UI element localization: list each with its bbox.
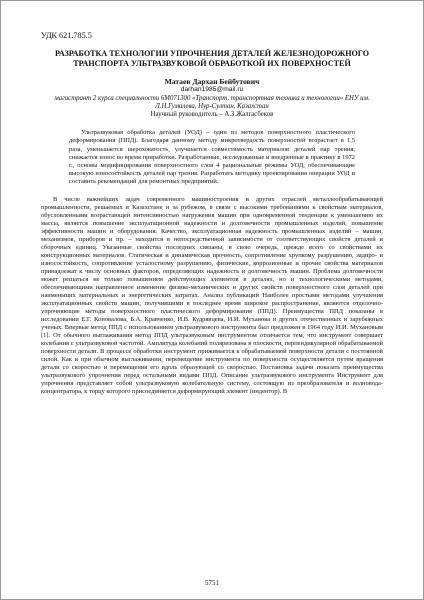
paper-title: РАЗРАБОТКА ТЕХНОЛОГИИ УПРОЧНЕНИЯ ДЕТАЛЕЙ ЖЕЛЕЗНОДОРОЖНОГО ТРАНСПОРТА УЛЬТРАЗВУКОВОЙ ОБРАБОТКОЙ ИХ ПОВЕРХНОСТЕЙ <box>54 49 370 68</box>
body-paragraph: В числе важнейших задач современного машиностроения и других отраслей металлообрабатывающей промышленности, решаемых в Казахстане и за рубежом, в связи с высокими требованиями к свойствам материалов, обусловленными возрастающей интенсивностью нагружения машин при одновременной тенденции к уменьшению их массы, является повышение эксплуатационной надежности и долговечности промышленных изделий, повышение эффективности машин и оборудования. Качество, эксплуатационная надежность промышленных изделий – машин, механизмов, приборов и пр. – находится в непосредственной зависимости от соответствующих свойств деталей и сборочных единиц. Указанные свойства последних связаны, в свою очередь, прежде всего со свойствами их конструкционных материалов. Статическая и динамическая прочность, сопротивление хрупкому разрушению, задиро- и износостойкость, сопротивление усталостному разрушению, физические, коррозионные и прочие свойства материалов принадлежат к числу основных факторов, определяющих надежность и долговечность машин. Проблема долговечности может решаться не только повышением действующих элементов в деталях, но и технологическими методами, обеспечивающими направленное изменение физико-механических и других свойств поверхностного слоя деталей при наименьших материальных и энергетических затратах. Анализ публикаций Наиболее простыми методами улучшения эксплуатационных свойств машин, получившими в последнее время широкое распространение, являются отделочно-упрочняющие методы поверхностного пластического деформирования (ППД). Преимущества ППД показаны в исследовании Е.Г. Коновалова, Б.А. Кравченко, И.В. Кудрявцева, И.И. Мухановa и других отечественных и зарубежных ученых. Впервые метод ППД с использованием ультразвукового инструмента был предложен в 1964 году И.И. Мухановым [1]. От обычного выглаживания метод ППД ультразвуковым инструментом отличается тем, что инструмент совершает колебания с ультразвуковой частотой. Амплитуда колебаний поляризована в плоскости, перпендикулярной обрабатываемой поверхности детали. В процессе обработки инструмент прижимается к обрабатываемой поверхности детали с постоянной силой. Как и при обычном выглаживании, перемещение инструмента по поверхности осуществляется путем вращения детали со скоростью и перемещения его вдоль образующей со скоростью. Постановка задачи показать преимущества ультразвукового упрочнения перед остальными видами ППД. Описание ультразвукового инструмента Инструмент для упрочнения представляет собой ультразвуковую колебательную систему, состоящую из преобразователя и волновода-концентратора, к торцу которого присоединяется деформирующий элемент (индентор). В <box>41 195 383 396</box>
author-email[interactable]: darhan1985@mail.ru <box>180 86 244 94</box>
scientific-advisor: Научный руководитель – А.З.Жалгасбеков <box>150 111 274 119</box>
page-number: 5751 <box>205 579 219 587</box>
abstract: Ультразвуковая обработка деталей (УОД) – один из методов поверхностного пластического деформирования (ППД). Благодаря данному методу микротвердость поверхностей возрастает в 1,5 раза, уменьшается шероховатость, улучшается совместимость материалов деталей пар трения, снижается износ во время приработки. Разработанные, исследованные и внедренные в практику в 1972 г., основы модифицирования поверхностного слоя 4 рациональные режимы УОД, обеспечивающие высокую износостойкость деталей пар трения. Разработать методику проектирования операции УОД и составить рекомендаций для ремонтных предприятий. <box>69 129 355 186</box>
author-affiliation: магистрант 2 курса специальности 6М071300 «Транспорт, транспортная техника и технологии» ЕНУ им. Л.Н.Гумилева, Нур-Султан, Казахстан <box>54 94 370 110</box>
udk-code: УДК 621.785.5 <box>41 31 92 40</box>
author-name: Матаев Дархан Бейбутович <box>164 76 260 86</box>
